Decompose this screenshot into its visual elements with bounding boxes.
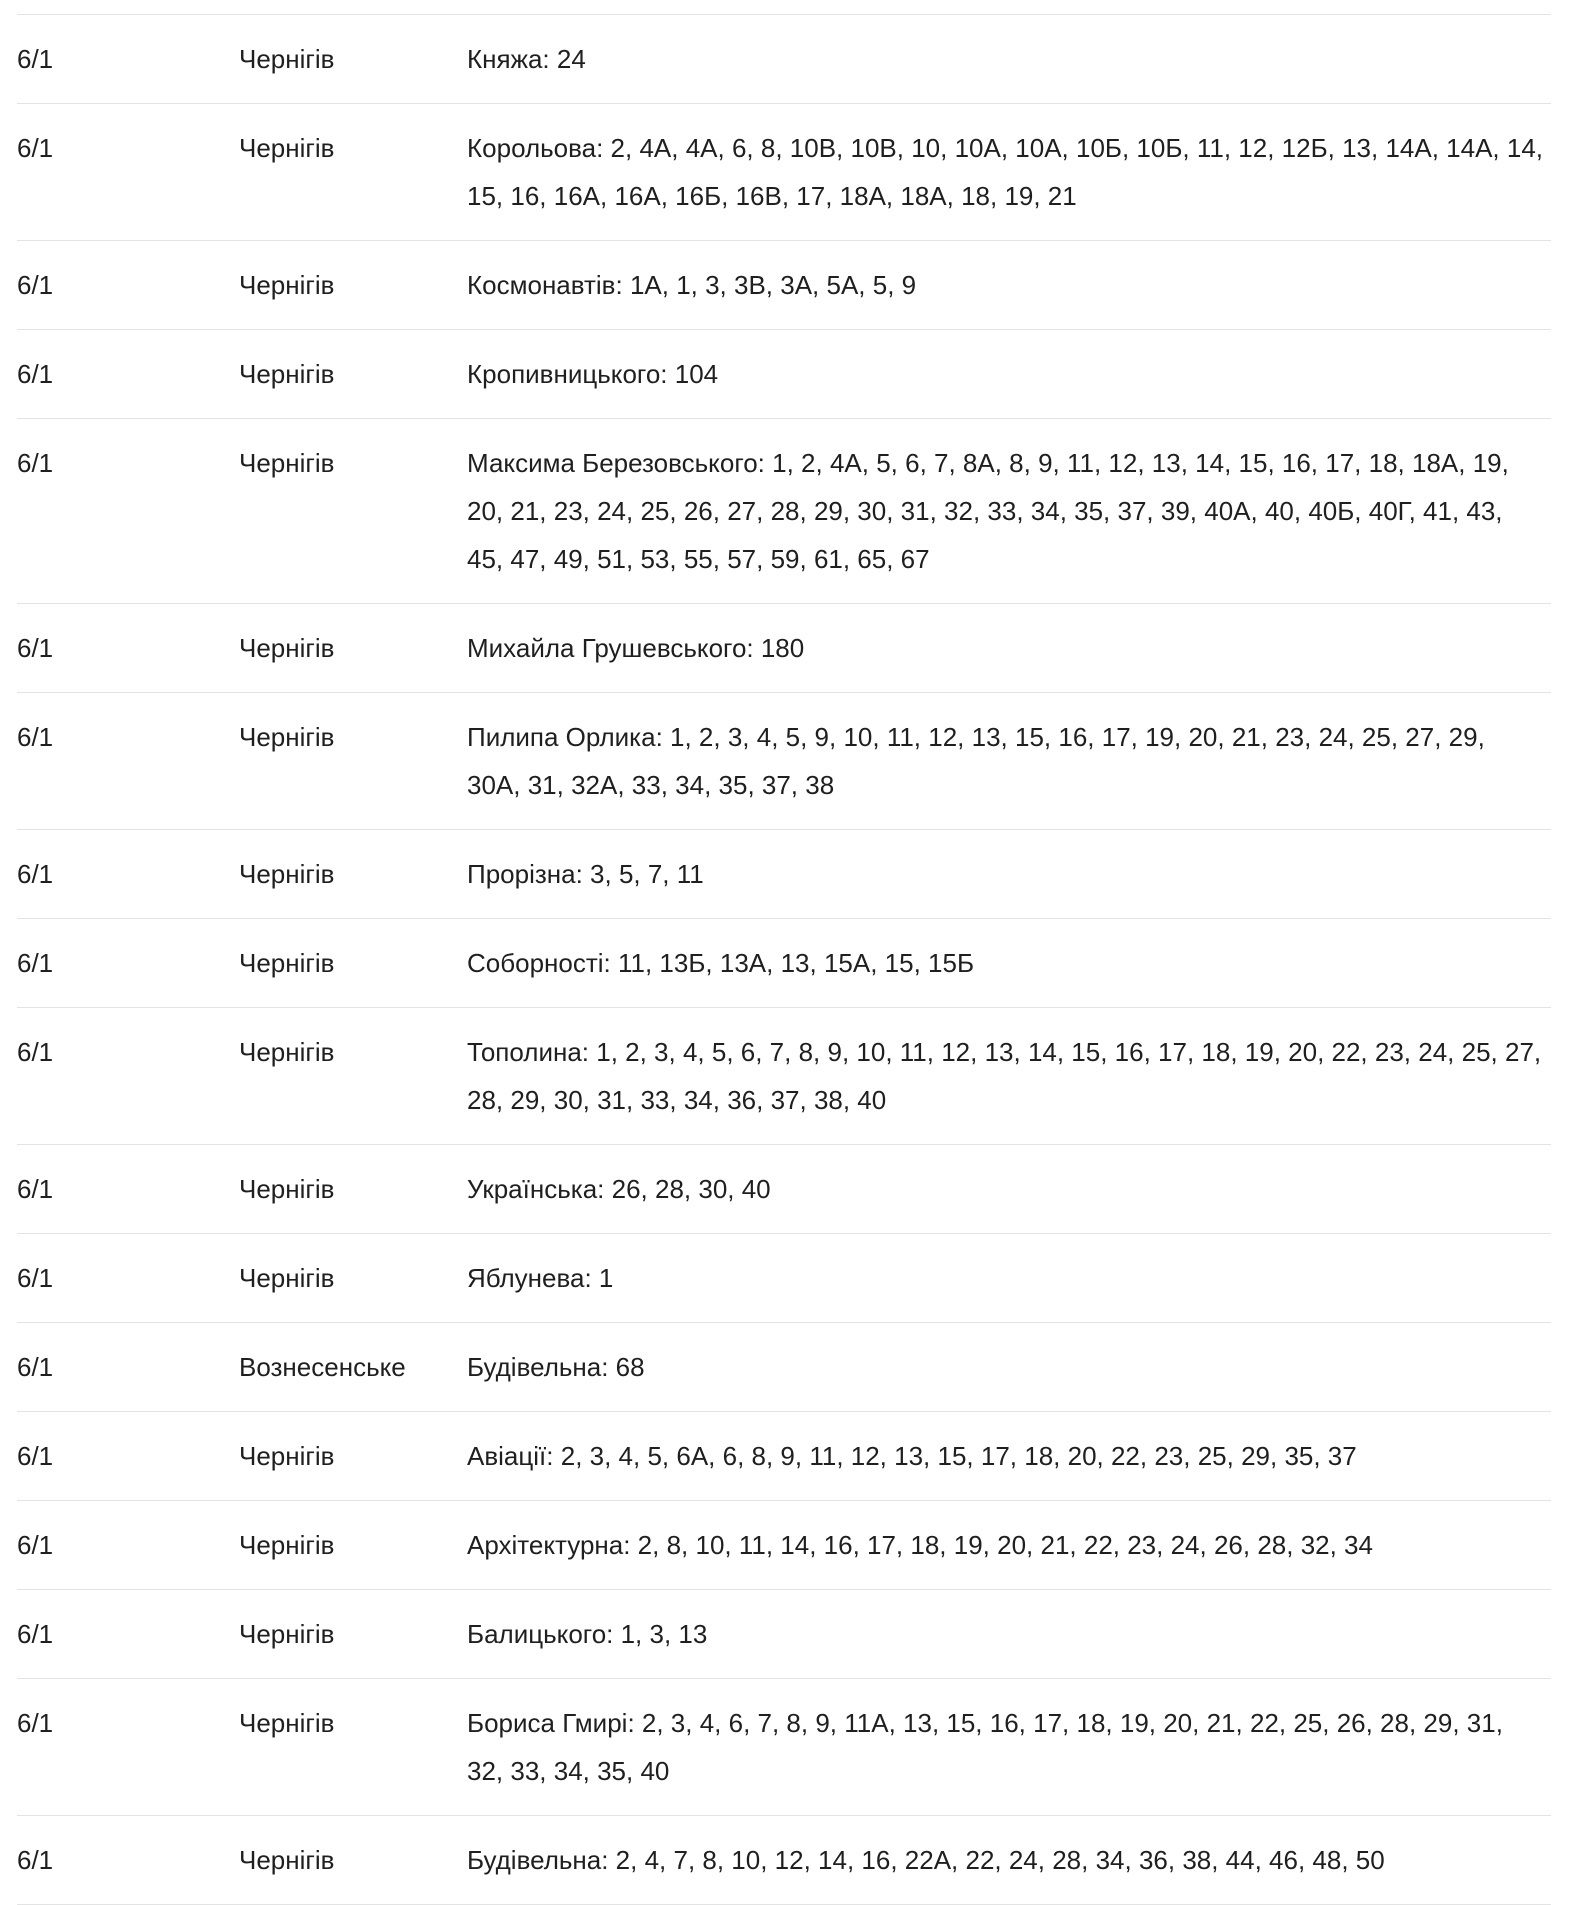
address-cell: Архітектурна: 2, 8, 10, 11, 14, 16, 17, 18, 19, 20, 21, 22, 23, 24, 26, 28, 32, 34 [467,1530,1373,1560]
queue-cell: 6/1 [17,859,54,889]
address-cell: Соборності: 11, 13Б, 13А, 13, 15А, 15, 15Б [467,948,974,978]
table-row [17,1816,1551,1905]
table-row [17,604,1551,693]
queue-cell: 6/1 [17,722,54,752]
address-cell: Корольова: 2, 4А, 4А, 6, 8, 10В, 10В, 10, 10А, 10А, 10Б, 10Б, 11, 12, 12Б, 13, 14А, 14А, 14, 15, 16, 16А, 16А, 16Б, 16В, 17, 18А, 18А, 18, 19, 21 [467,133,1544,211]
queue-cell: 6/1 [17,270,54,300]
address-cell: Українська: 26, 28, 30, 40 [467,1174,771,1204]
city-cell: Чернігів [239,859,335,889]
city-cell: Чернігів [239,948,335,978]
address-cell: Космонавтів: 1А, 1, 3, 3В, 3А, 5А, 5, 9 [467,270,917,300]
city-cell: Чернігів [239,1708,335,1738]
address-cell: Бориса Гмирі: 2, 3, 4, 6, 7, 8, 9, 11А, 13, 15, 16, 17, 18, 19, 20, 21, 22, 25, 26, 28, 29, 31, 32, 33, 34, 35, 40 [467,1708,1503,1786]
queue-cell: 6/1 [17,1441,54,1471]
outage-schedule-table [17,14,1551,1905]
address-cell: Максима Березовського: 1, 2, 4А, 5, 6, 7, 8А, 8, 9, 11, 12, 13, 14, 15, 16, 17, 18, 18А, 19, 20, 21, 23, 24, 25, 26, 27, 28, 29, 30, 31, 32, 33, 34, 35, 37, 39, 40А, 40, 40Б, 40Г, 41, 43, 45, 47, 49, 51, 53, 55, 57, 59, 61, 65, 67 [467,448,1509,574]
city-cell: Чернігів [239,633,335,663]
queue-cell: 6/1 [17,1352,54,1382]
table-row [17,1234,1551,1323]
table-row [17,1679,1551,1816]
address-cell: Пилипа Орлика: 1, 2, 3, 4, 5, 9, 10, 11, 12, 13, 15, 16, 17, 19, 20, 21, 23, 24, 25, 27, 29, 30А, 31, 32А, 33, 34, 35, 37, 38 [467,722,1485,800]
queue-cell: 6/1 [17,448,54,478]
city-cell: Чернігів [239,1845,335,1875]
city-cell: Чернігів [239,1441,335,1471]
table-row [17,1008,1551,1145]
table-row [17,919,1551,1008]
address-cell: Балицького: 1, 3, 13 [467,1619,708,1649]
table-row [17,1323,1551,1412]
city-cell: Чернігів [239,1037,335,1067]
table-row [17,693,1551,830]
city-cell: Чернігів [239,1263,335,1293]
address-cell: Михайла Грушевського: 180 [467,633,805,663]
queue-cell: 6/1 [17,133,54,163]
address-cell: Кропивницького: 104 [467,359,719,389]
city-cell: Чернігів [239,359,335,389]
city-cell: Чернігів [239,1530,335,1560]
city-cell: Чернігів [239,1619,335,1649]
table-row [17,830,1551,919]
queue-cell: 6/1 [17,1619,54,1649]
table-row [17,1501,1551,1590]
queue-cell: 6/1 [17,44,54,74]
queue-cell: 6/1 [17,1263,54,1293]
city-cell: Чернігів [239,1174,335,1204]
city-cell: Чернігів [239,133,335,163]
queue-cell: 6/1 [17,359,54,389]
address-cell: Авіації: 2, 3, 4, 5, 6А, 6, 8, 9, 11, 12, 13, 15, 17, 18, 20, 22, 23, 25, 29, 35, 37 [467,1441,1357,1471]
address-cell: Тополина: 1, 2, 3, 4, 5, 6, 7, 8, 9, 10, 11, 12, 13, 14, 15, 16, 17, 18, 19, 20, 22, 23, 24, 25, 27, 28, 29, 30, 31, 33, 34, 36, 37, 38, 40 [467,1037,1542,1115]
city-cell: Чернігів [239,448,335,478]
city-cell: Чернігів [239,722,335,752]
city-cell: Чернігів [239,270,335,300]
address-cell: Княжа: 24 [467,44,586,74]
queue-cell: 6/1 [17,1037,54,1067]
address-cell: Прорізна: 3, 5, 7, 11 [467,859,704,889]
address-cell: Будівельна: 2, 4, 7, 8, 10, 12, 14, 16, 22А, 22, 24, 28, 34, 36, 38, 44, 46, 48, 50 [467,1845,1385,1875]
table-row [17,241,1551,330]
table-row [17,1590,1551,1679]
table-row [17,1412,1551,1501]
table-row [17,330,1551,419]
city-cell: Чернігів [239,44,335,74]
table-row [17,419,1551,604]
table-row [17,1145,1551,1234]
queue-cell: 6/1 [17,1530,54,1560]
address-cell: Яблунева: 1 [467,1263,614,1293]
queue-cell: 6/1 [17,1845,54,1875]
table-row [17,15,1551,104]
queue-cell: 6/1 [17,1174,54,1204]
queue-cell: 6/1 [17,633,54,663]
address-cell: Будівельна: 68 [467,1352,645,1382]
table-row [17,104,1551,241]
queue-cell: 6/1 [17,1708,54,1738]
city-cell: Вознесенське [239,1352,406,1382]
queue-cell: 6/1 [17,948,54,978]
